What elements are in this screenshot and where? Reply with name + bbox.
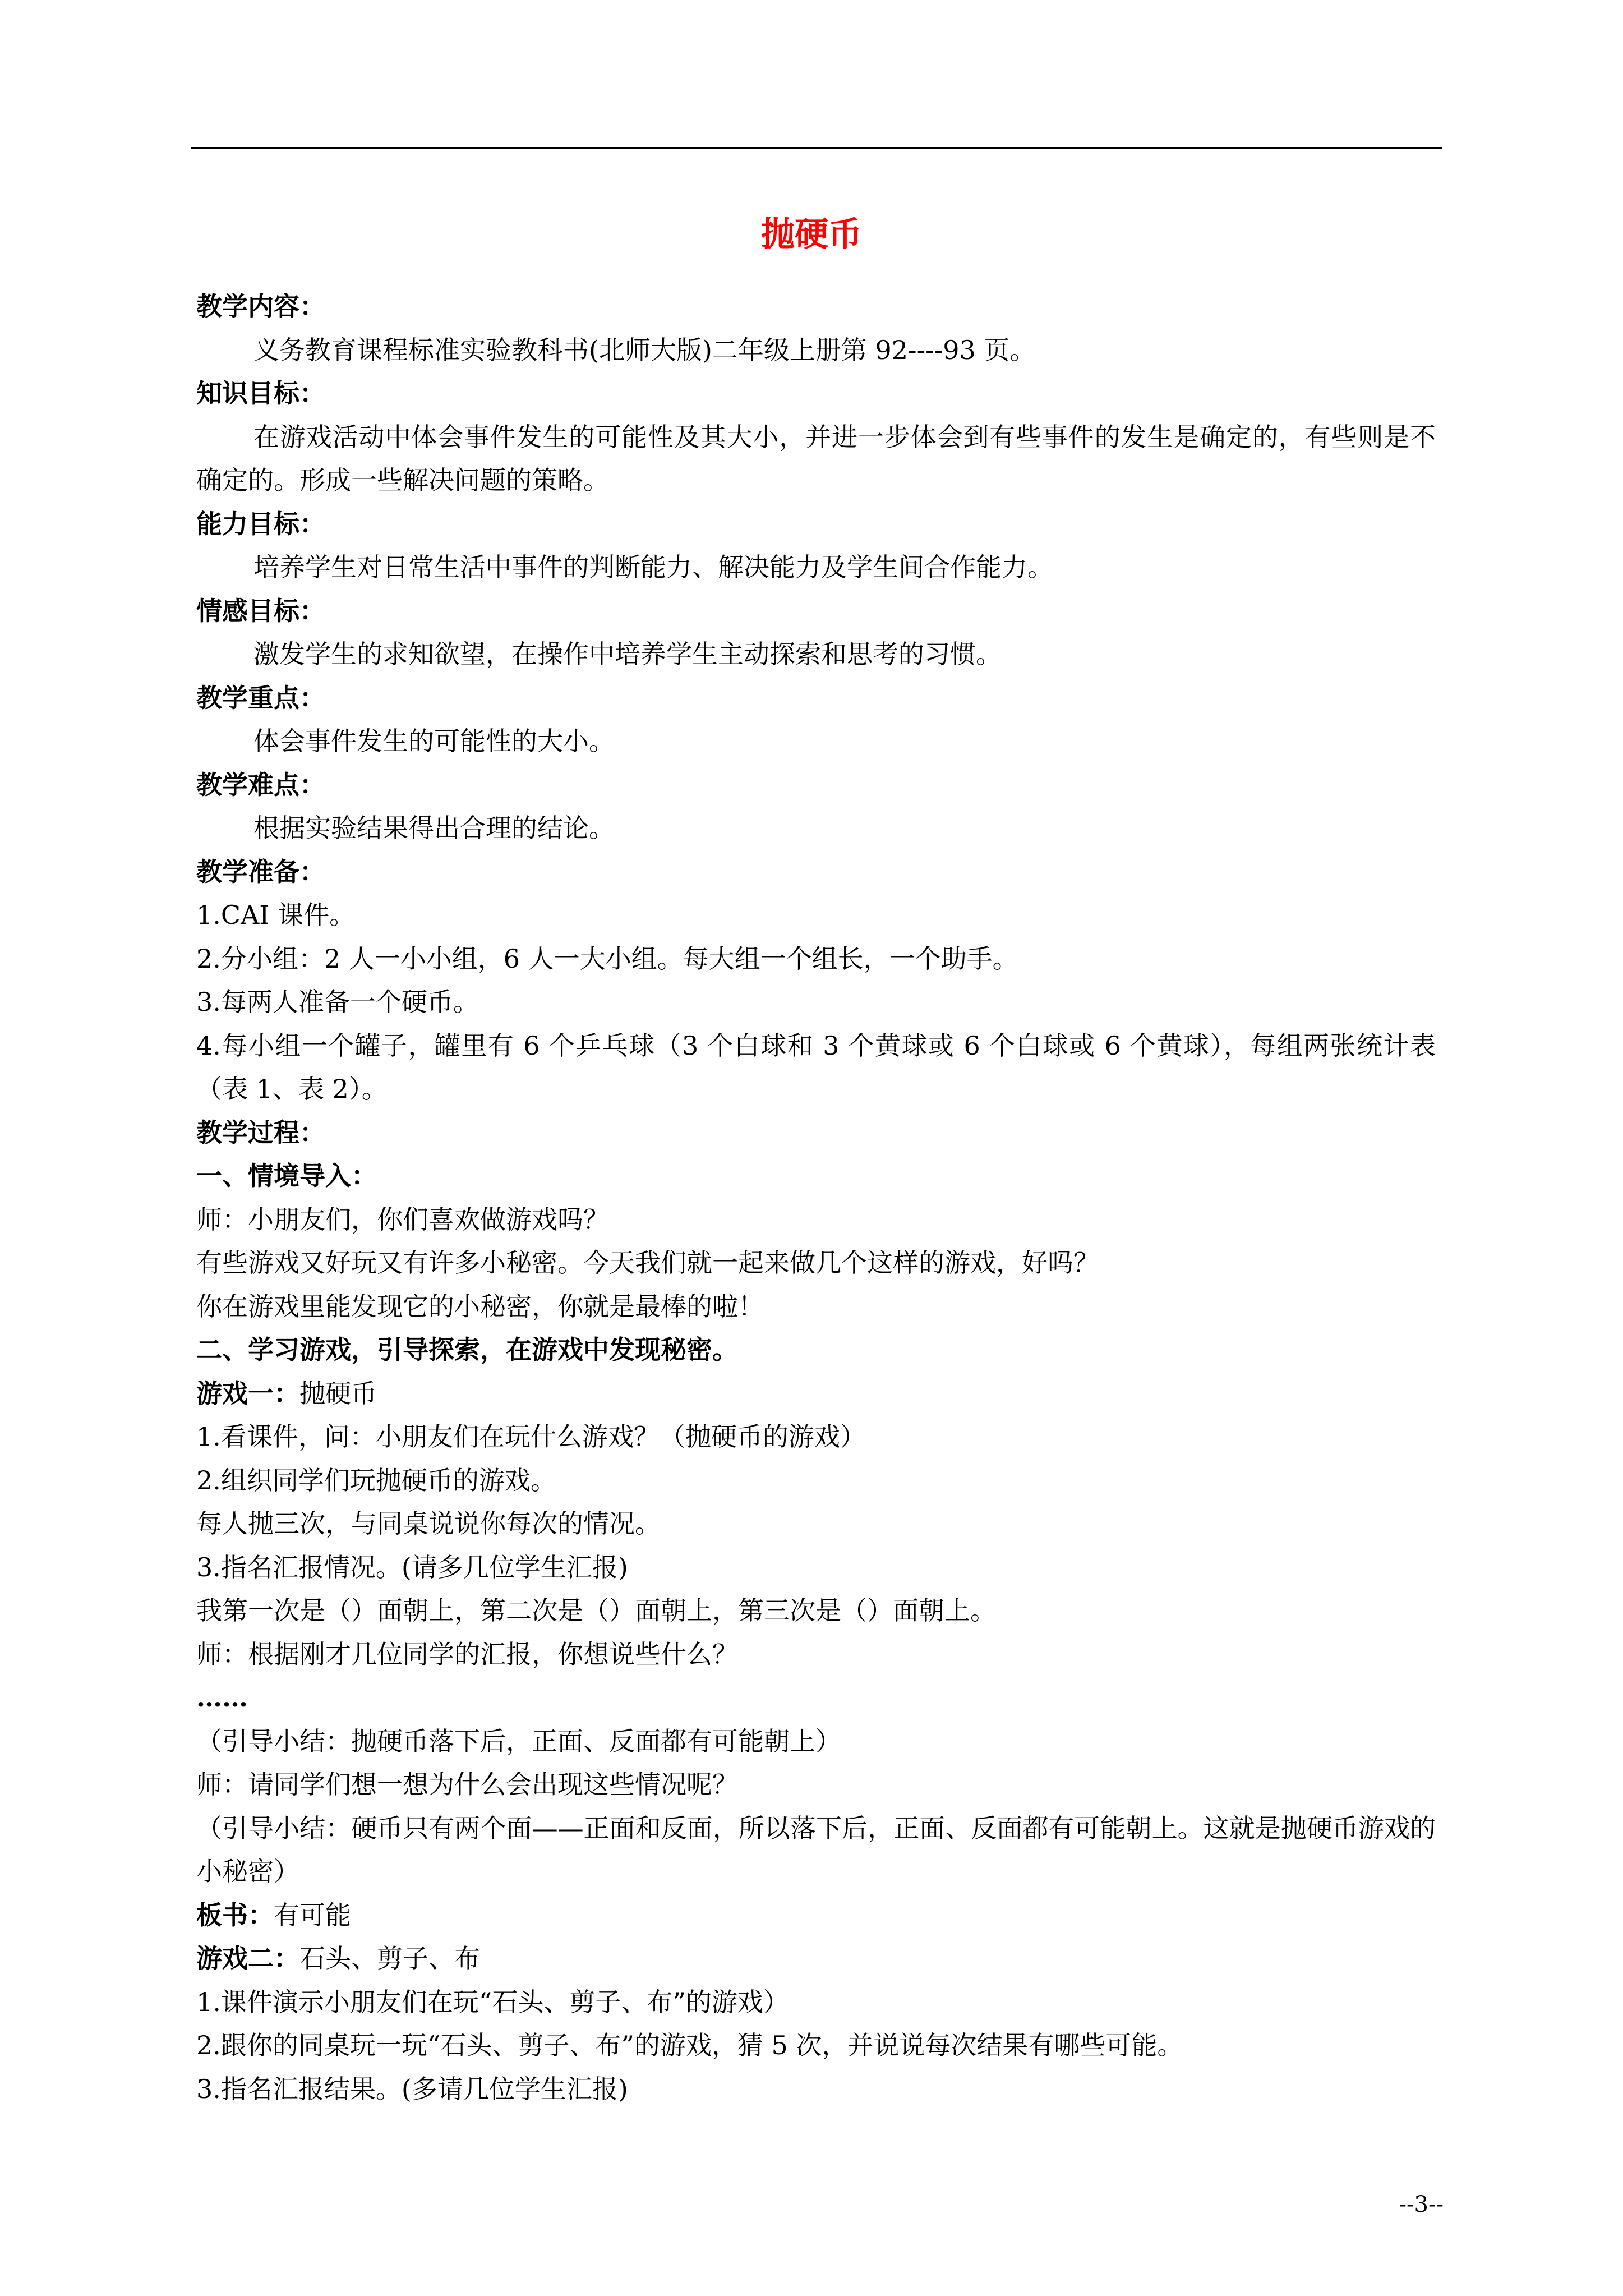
game-1-line: 每人抛三次，与同桌说说你每次的情况。 xyxy=(196,1508,661,1539)
difficulty-heading: 教学难点： xyxy=(196,769,325,800)
board-text: 有可能 xyxy=(274,1899,351,1930)
emotion-text: 激发学生的求知欲望，在操作中培养学生主动探索和思考的习惯。 xyxy=(253,639,1002,669)
game-1-line: 2.组织同学们玩抛硬币的游戏。 xyxy=(196,1465,556,1496)
page-title: 抛硬币 xyxy=(761,215,862,254)
ability-text: 培养学生对日常生活中事件的判断能力、解决能力及学生间合作能力。 xyxy=(253,552,1053,582)
preparation-item: 1.CAI 课件。 xyxy=(196,900,356,930)
document-body xyxy=(196,285,1436,2111)
game-1-summary-line: （引导小结：抛硬币落下后，正面、反面都有可能朝上） xyxy=(196,1726,841,1756)
key-point-heading: 教学重点： xyxy=(196,682,325,713)
game-1-summary-line: 师：请同学们想一想为什么会出现这些情况呢？ xyxy=(196,1769,738,1800)
preparation-item: 3.每两人准备一个硬币。 xyxy=(196,987,479,1017)
key-point-text: 体会事件发生的可能性的大小。 xyxy=(253,726,615,756)
section-1-line: 师：小朋友们，你们喜欢做游戏吗？ xyxy=(196,1204,609,1235)
board-label: 板书： xyxy=(196,1899,274,1930)
section-1-line: 有些游戏又好玩又有许多小秘密。今天我们就一起来做几个这样的游戏，好吗？ xyxy=(196,1248,1099,1278)
game-2-line: 3.指名汇报结果。(多请几位学生汇报) xyxy=(196,2073,628,2104)
difficulty-text: 根据实验结果得出合理的结论。 xyxy=(253,813,615,843)
game-2-line: 1.课件演示小朋友们在玩“石头、剪子、布”的游戏） xyxy=(196,1986,789,2017)
game-2-line: 2.跟你的同桌玩一玩“石头、剪子、布”的游戏，猜 5 次，并说说每次结果有哪些可能。 xyxy=(196,2030,1183,2060)
ellipsis: …… xyxy=(196,1682,248,1713)
ability-heading: 能力目标： xyxy=(196,508,325,539)
game-1-summary-line: （引导小结：硬币只有两个面——正面和反面，所以落下后，正面、反面都有可能朝上。这就是抛硬币游戏的小秘密） xyxy=(196,1812,1436,1887)
content-heading: 教学内容： xyxy=(196,291,325,321)
board-writing xyxy=(196,1894,1436,1938)
game-1-name: 抛硬币 xyxy=(299,1378,377,1409)
preparation-item: 4.每小组一个罐子，罐里有 6 个乒乓球（3 个白球和 3 个黄球或 6 个白球或 6 个黄球），每组两张统计表（表 1、表 2）。 xyxy=(196,1030,1436,1104)
game-2-name: 石头、剪子、布 xyxy=(299,1943,480,1973)
preparation-item: 2.分小组：2 人一小小组，6 人一大小组。每大组一个组长，一个助手。 xyxy=(196,943,1018,974)
header-rule xyxy=(191,147,1442,149)
game-1-label: 游戏一： xyxy=(196,1378,299,1409)
section-2-heading: 二、学习游戏，引导探索，在游戏中发现秘密。 xyxy=(196,1335,738,1365)
preparation-heading: 教学准备： xyxy=(196,856,325,887)
game-2-label: 游戏二： xyxy=(196,1943,299,1973)
content-text: 义务教育课程标准实验教科书(北师大版)二年级上册第 92----93 页。 xyxy=(253,334,1036,365)
process-heading: 教学过程： xyxy=(196,1117,325,1148)
game-1-line: 师：根据刚才几位同学的汇报，你想说些什么？ xyxy=(196,1639,738,1669)
section-1-line: 你在游戏里能发现它的小秘密，你就是最棒的啦！ xyxy=(196,1291,764,1322)
game-1-title xyxy=(196,1372,1436,1416)
page-number: --3-- xyxy=(1399,2192,1444,2217)
knowledge-text: 在游戏活动中体会事件发生的可能性及其大小，并进一步体会到有些事件的发生是确定的，有些则是不确定的。形成一些解决问题的策略。 xyxy=(196,421,1436,495)
section-1-heading: 一、情境导入： xyxy=(196,1161,377,1191)
game-1-line: 1.看课件，问：小朋友们在玩什么游戏？（抛硬币的游戏） xyxy=(196,1421,866,1452)
game-1-line: 3.指名汇报情况。(请多几位学生汇报) xyxy=(196,1552,628,1582)
game-2-title xyxy=(196,1937,1436,1981)
emotion-heading: 情感目标： xyxy=(196,595,325,626)
knowledge-heading: 知识目标： xyxy=(196,378,325,408)
game-1-line: 我第一次是（）面朝上，第二次是（）面朝上，第三次是（）面朝上。 xyxy=(196,1595,996,1626)
